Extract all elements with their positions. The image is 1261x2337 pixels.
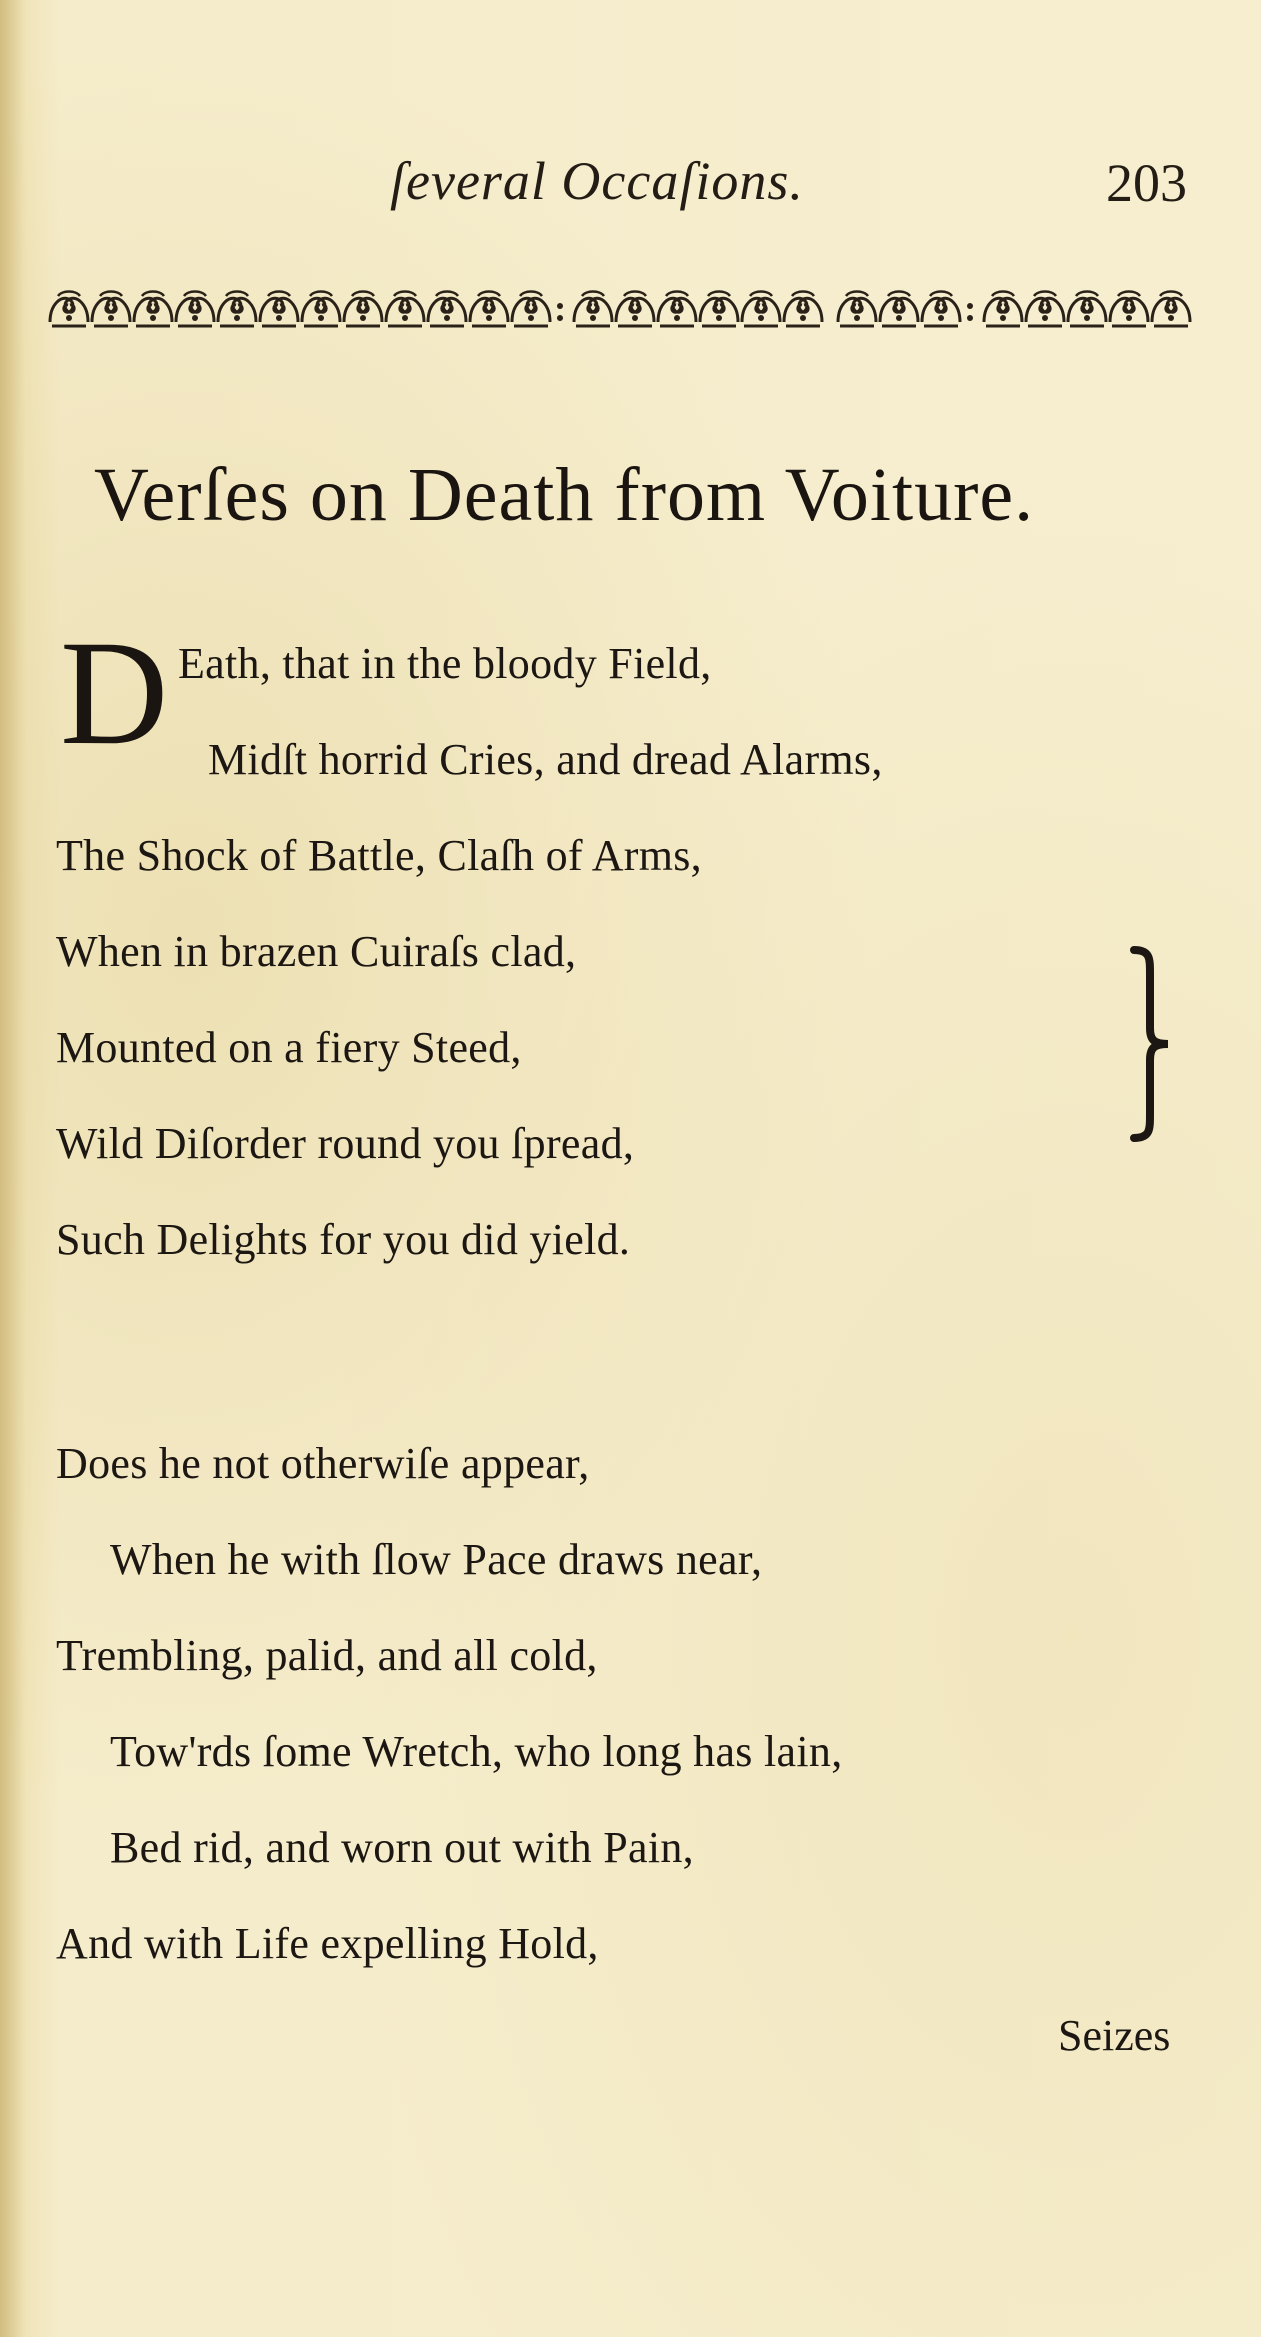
verse-line: Bed rid, and worn out with Pain, — [110, 1823, 694, 1872]
verse-line: When in brazen Cuiraſs clad, — [56, 927, 577, 976]
running-head: ſeveral Occaſions. — [390, 151, 804, 211]
right-brace — [1128, 944, 1178, 1144]
ornament-group-2 — [574, 292, 822, 327]
verse-line: When he with ſlow Pace draws near, — [110, 1535, 763, 1584]
verse-line: Eath, that in the bloody Field, — [178, 639, 712, 688]
verse-line: And with Life expelling Hold, — [56, 1919, 599, 1968]
poem-title: Verſes on Death from Voiture. — [94, 453, 1035, 537]
fleuron-ornament-band — [48, 284, 1194, 332]
verse-line: Midſt horrid Cries, and dread Alarms, — [208, 735, 883, 784]
ornament-group-4 — [984, 292, 1190, 327]
catchword: Seizes — [1058, 2011, 1171, 2060]
verse-line: The Shock of Battle, Claſh of Arms, — [56, 831, 702, 880]
gutter-shadow — [0, 0, 26, 2337]
verse-line: Tow'rds ſome Wretch, who long has lain, — [110, 1727, 843, 1776]
verse-line: Does he not otherwiſe appear, — [56, 1439, 590, 1488]
ornament-group-3 — [838, 292, 960, 327]
drop-cap: D — [60, 610, 169, 776]
verse-line: Such Delights for you did yield. — [56, 1215, 631, 1264]
verse-line: Mounted on a fiery Steed, — [56, 1023, 522, 1072]
ornament-group-1 — [50, 292, 550, 327]
verse-line: Wild Diſorder round you ſpread, — [56, 1119, 635, 1168]
page-number: 203 — [1106, 153, 1187, 213]
verse-line: Trembling, palid, and all cold, — [56, 1631, 598, 1680]
